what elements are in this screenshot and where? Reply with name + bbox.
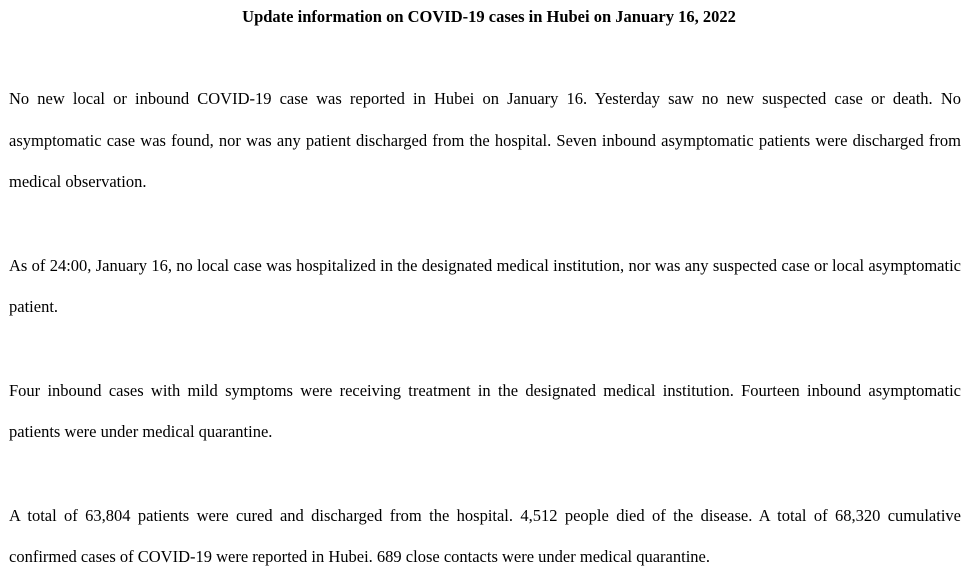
paragraph-hospitalization-status: As of 24:00, January 16, no local case was hospitalized in the designated medical institution, nor was any suspected case or local asymptomatic patient.	[9, 255, 961, 316]
document-title: Update information on COVID-19 cases in Hubei on January 16, 2022	[242, 7, 736, 26]
paragraph-new-cases: No new local or inbound COVID-19 case was reported in Hubei on January 16. Yesterday saw no new suspected case or death. No asymptomatic case was found, nor was any patient discharged from the hospital. Seven inbound asymptomatic patients were discharged from medical observation.	[9, 89, 961, 191]
document	[9, 0, 961, 578]
paragraph-inbound-treatment: Four inbound cases with mild symptoms were receiving treatment in the designated medical institution. Fourteen inbound asymptomatic patients were under medical quarantine.	[9, 380, 961, 441]
paragraph-cumulative-totals: A total of 63,804 patients were cured and discharged from the hospital. 4,512 people died of the disease. A total of 68,320 cumulative confirmed cases of COVID-19 were reported in Hubei. 689 close contacts were under medical quarantine.	[9, 505, 961, 566]
